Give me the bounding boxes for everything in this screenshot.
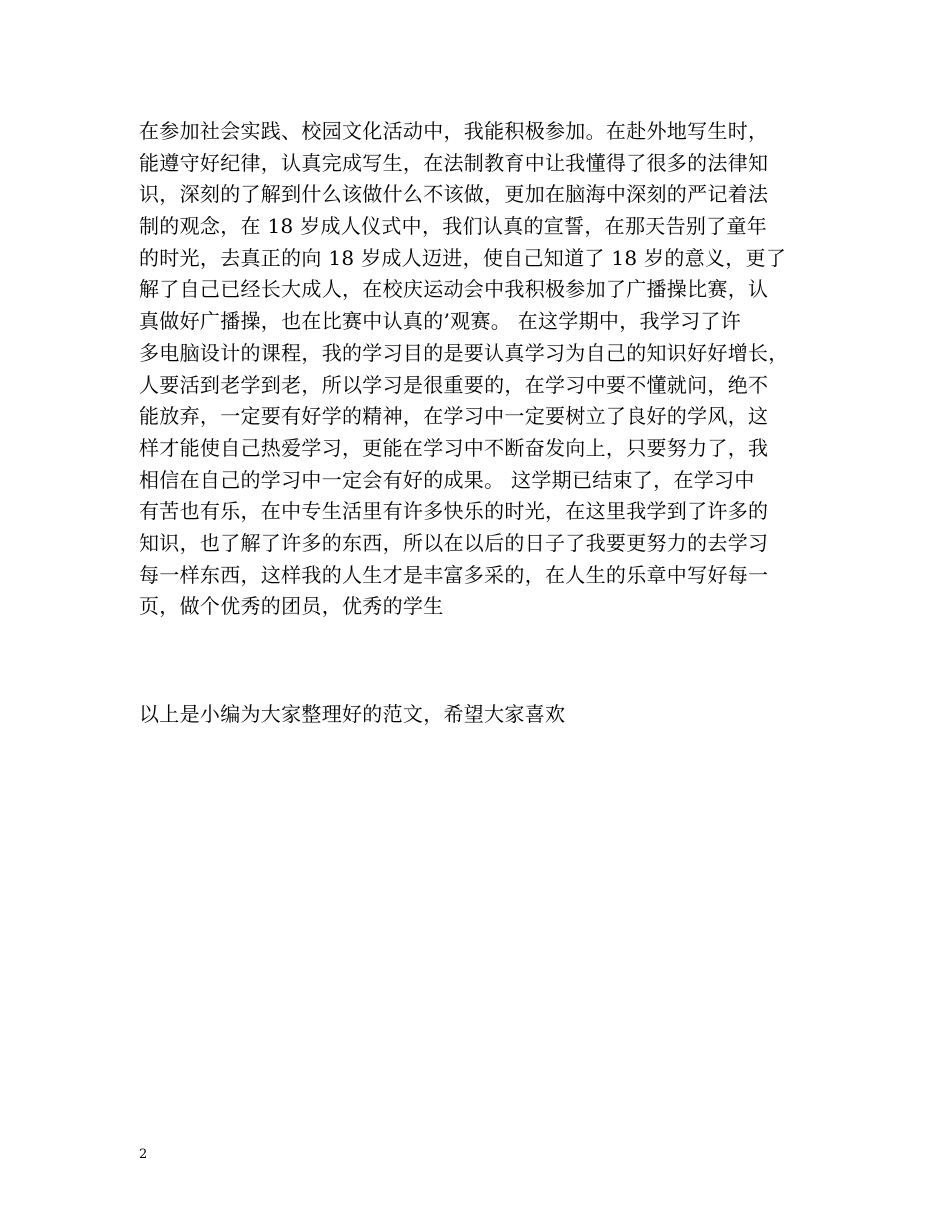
paragraph-line: 样才能使自己热爱学习，更能在学习中不断奋发向上，只要努力了，我 — [139, 435, 769, 460]
page-number: 2 — [139, 1147, 148, 1162]
paragraph-line: 知识，也了解了许多的东西，所以在以后的日子了我要更努力的去学习 — [139, 530, 769, 555]
paragraph-line: 人要活到老学到老，所以学习是很重要的，在学习中要不懂就问，绝不 — [139, 372, 769, 397]
body-paragraph — [139, 116, 829, 623]
paragraph-line: 有苦也有乐，在中专生活里有许多快乐的时光，在这里我学到了许多的 — [139, 499, 769, 524]
paragraph-line: 页，做个优秀的团员，优秀的学生 — [139, 594, 444, 619]
paragraph-line: 识，深刻的了解到什么该做什么不该做，更加在脑海中深刻的严记着法 — [139, 182, 769, 207]
paragraph-line: 真做好广播操，也在比赛中认真的’观赛。 在这学期中，我学习了许 — [139, 309, 742, 334]
paragraph-line: 解了自己已经长大成人，在校庆运动会中我积极参加了广播操比赛，认 — [139, 277, 769, 302]
paragraph-line: 能放弃，一定要有好学的精神，在学习中一定要树立了良好的学风，这 — [139, 404, 769, 429]
closing-line: 以上是小编为大家整理好的范文，希望大家喜欢 — [139, 702, 566, 726]
paragraph-line: 多电脑设计的课程，我的学习目的是要认真学习为自己的知识好好增长， — [139, 340, 789, 365]
paragraph-line: 在参加社会实践、校园文化活动中，我能积极参加。在赴外地写生时， — [139, 119, 769, 143]
paragraph-line: 的时光，去真正的向 18 岁成人迈进，使自己知道了 18 岁的意义，更了 — [139, 245, 787, 270]
paragraph-line: 制的观念，在 18 岁成人仪式中，我们认真的宣誓，在那天告别了童年 — [139, 214, 768, 239]
paragraph-line: 能遵守好纪律，认真完成写生，在法制教育中让我懂得了很多的法律知 — [139, 150, 769, 175]
paragraph-line: 每一样东西，这样我的人生才是丰富多采的，在人生的乐章中写好每一 — [139, 562, 769, 587]
paragraph-line: 相信在自己的学习中一定会有好的成果。 这学期已结束了，在学习中 — [139, 467, 755, 492]
